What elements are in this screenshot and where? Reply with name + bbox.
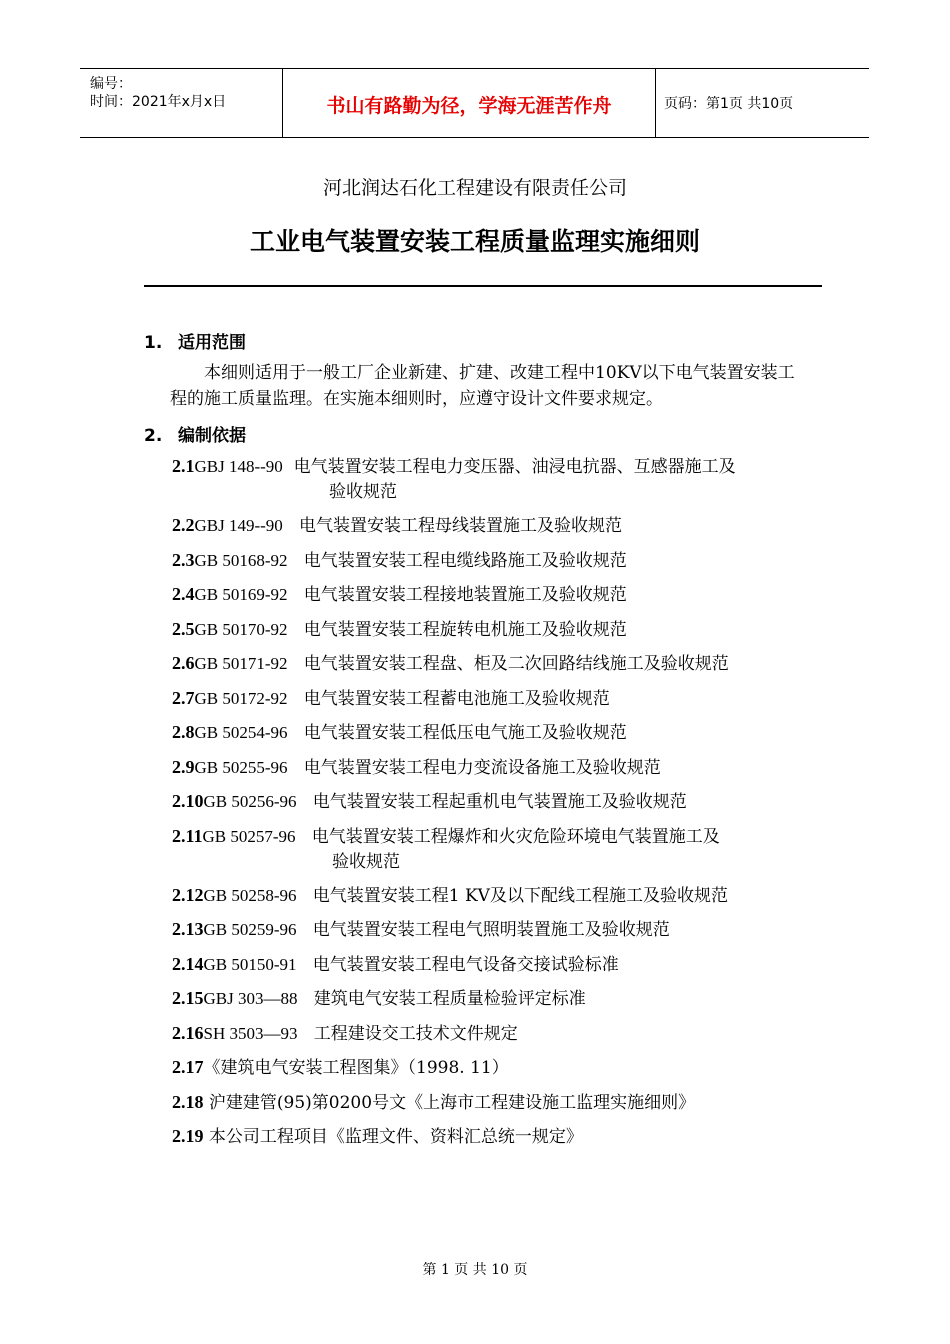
reference-code: GB 50254-96 [194,723,288,742]
reference-code: GB 50256-96 [203,792,297,811]
section-number: 2. [144,426,163,446]
reference-title: 电气装置安装工程1 KV及以下配线工程施工及验收规范 [312,886,728,906]
reference-code: GB 50169-92 [194,585,288,604]
reference-number: 2.19 [172,1126,204,1146]
reference-code: GB 50259-96 [203,920,297,939]
reference-item [172,1054,822,1081]
reference-code: GBJ 149--90 [194,516,283,535]
reference-number: 2.9 [172,757,195,777]
reference-title: 建筑电气安装工程质量检验评定标准 [313,989,586,1009]
reference-item [172,581,822,608]
reference-item [172,882,822,909]
reference-title: 电气装置安装工程电力变压器、油浸电抗器、互感器施工及 [293,457,736,477]
reference-item [172,1020,822,1047]
reference-number: 2.10 [172,791,204,811]
reference-item [172,951,822,978]
reference-code: SH 3503—93 [203,1024,298,1043]
reference-number: 2.17 [172,1057,204,1077]
document-date: 时间：2021年x月x日 [90,94,227,110]
reference-title: 电气装置安装工程母线装置施工及验收规范 [299,516,623,536]
reference-title: 《建筑电气安装工程图集》（1998. 11） [203,1058,509,1078]
reference-title: 工程建设交工技术文件规定 [313,1024,518,1044]
reference-title: 电气装置安装工程接地装置施工及验收规范 [303,585,627,605]
reference-title: 电气装置安装工程电气照明装置施工及验收规范 [312,920,670,940]
reference-code: GBJ 148--90 [194,457,283,476]
section-heading-basis [144,421,246,446]
header-motto-cell [283,69,656,137]
reference-number: 2.14 [172,954,204,974]
reference-code: GB 50257-96 [202,827,296,846]
reference-title: 电气装置安装工程旋转电机施工及验收规范 [303,620,627,640]
title-divider [144,285,822,287]
reference-title-continued: 验收规范 [332,852,400,872]
reference-title: 电气装置安装工程盘、柜及二次回路结线施工及验收规范 [303,654,729,674]
reference-item [172,512,822,539]
reference-title: 沪建建管(95)第0200号文《上海市工程建设施工监理实施细则》 [208,1093,696,1113]
reference-number: 2.11 [172,826,203,846]
reference-item [172,616,822,643]
reference-code: GB 50170-92 [194,620,288,639]
reference-code: GB 50258-96 [203,886,297,905]
document-title: 工业电气装置安装工程质量监理实施细则 [249,227,700,256]
reference-number: 2.1 [172,456,195,476]
reference-title: 电气装置安装工程电气设备交接试验标准 [312,955,619,975]
reference-code: GB 50171-92 [194,654,288,673]
reference-number: 2.7 [172,688,195,708]
reference-code: GB 50150-91 [203,955,297,974]
reference-item [172,788,822,815]
scope-paragraph: 本细则适用于一般工厂企业新建、扩建、改建工程中10KV以下电气装置安装工程的施工质量监理。在实施本细则时，应遵守设计文件要求规定。 [170,363,795,409]
reference-item [172,754,822,781]
reference-number: 2.13 [172,919,204,939]
reference-item [172,547,822,574]
reference-title: 电气装置安装工程电力变流设备施工及验收规范 [303,758,661,778]
reference-number: 2.15 [172,988,204,1008]
company-name: 河北润达石化工程建设有限责任公司 [322,177,627,199]
section-label: 适用范围 [178,333,246,353]
reference-code: GB 50168-92 [194,551,288,570]
reference-title: 电气装置安装工程低压电气施工及验收规范 [303,723,627,743]
header-page-cell [656,69,869,137]
reference-item [172,1123,822,1150]
document-code-label: 编号： [90,76,132,92]
reference-title: 电气装置安装工程爆炸和火灾危险环境电气装置施工及 [311,827,720,847]
reference-item [172,685,822,712]
reference-item [172,916,822,943]
reference-number: 2.6 [172,653,195,673]
section-label: 编制依据 [178,426,246,446]
reference-title: 电气装置安装工程蓄电池施工及验收规范 [303,689,610,709]
document-header [80,68,869,138]
section-number: 1. [144,333,163,353]
reference-title: 电气装置安装工程电缆线路施工及验收规范 [303,551,627,571]
reference-number: 2.12 [172,885,204,905]
reference-number: 2.4 [172,584,195,604]
reference-item [172,1089,822,1116]
reference-code: GB 50172-92 [194,689,288,708]
reference-item [172,650,822,677]
motto: 书山有路勤为径，学海无涯苦作舟 [326,95,612,117]
reference-number: 2.16 [172,1023,204,1043]
reference-title: 电气装置安装工程起重机电气装置施工及验收规范 [312,792,687,812]
reference-code: GBJ 303—88 [203,989,298,1008]
reference-number: 2.8 [172,722,195,742]
reference-number: 2.2 [172,515,195,535]
reference-title-continued: 验收规范 [329,482,397,502]
reference-item [172,985,822,1012]
reference-item [172,719,822,746]
reference-number: 2.3 [172,550,195,570]
reference-item [172,823,822,872]
reference-title: 本公司工程项目《监理文件、资料汇总统一规定》 [208,1127,583,1147]
page-footer: 第 1 页 共 10 页 [422,1262,528,1278]
section-heading-scope [144,328,246,353]
header-page-info: 页码：第1页 共10页 [664,96,794,112]
header-meta-cell [80,69,283,137]
reference-code: GB 50255-96 [194,758,288,777]
reference-number: 2.18 [172,1092,204,1112]
reference-number: 2.5 [172,619,195,639]
reference-item [172,453,822,502]
